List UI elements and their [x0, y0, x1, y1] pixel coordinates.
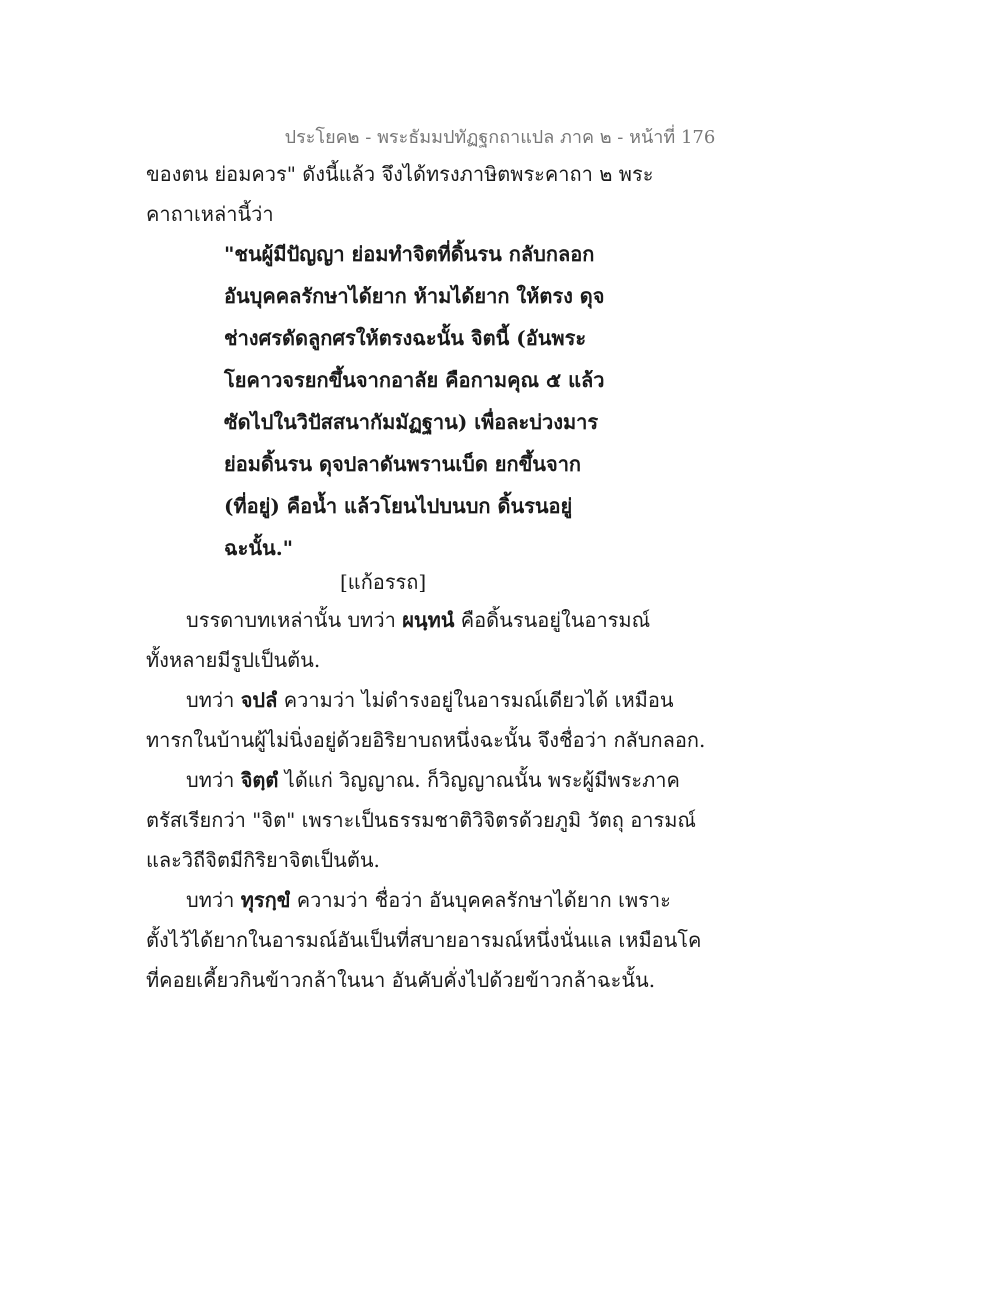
p3-post: ได้แก่ วิญญาณ. ก็วิญญาณนั้น พระผู้มีพระภาค: [278, 768, 680, 792]
p4-post: ความว่า ชื่อว่า อันบุคคลรักษาได้ยาก เพราะ: [290, 888, 671, 912]
paragraph-2-line-2: ทารกในบ้านผู้ไม่นิ่งอยู่ด้วยอิริยาบถหนึ่งฉะนั้น จึงชื่อว่า กลับกลอก.: [146, 728, 706, 752]
section-title: [แก้อรรถ]: [340, 570, 427, 594]
intro-line-1: ของตน ย่อมควร" ดังนี้แล้ว จึงได้ทรงภาษิตพระคาถา ๒ พระ: [146, 162, 654, 186]
paragraph-1-line-1: [186, 606, 650, 634]
paragraph-4-line-1: [186, 886, 671, 914]
verse-line-5: ซัดไปในวิปัสสนากัมมัฏฐาน) เพื่อละบ่วงมาร: [224, 410, 599, 434]
p2-post: ความว่า ไม่ดำรงอยู่ในอารมณ์เดียวได้ เหมือน: [277, 688, 674, 712]
intro-line-2: คาถาเหล่านี้ว่า: [146, 202, 274, 226]
verse-line-2: อันบุคคลรักษาได้ยาก ห้ามได้ยาก ให้ตรง ดุจ: [224, 284, 605, 308]
page-header: ประโยค๒ - พระธัมมปทัฏฐกถาแปล ภาค ๒ - หน้าที่ 176: [284, 127, 716, 148]
paragraph-3-line-2: ตรัสเรียกว่า "จิต" เพราะเป็นธรรมชาติวิจิตรด้วยภูมิ วัตถุ อารมณ์: [146, 808, 696, 832]
paragraph-1-line-2: ทั้งหลายมีรูปเป็นต้น.: [146, 648, 321, 672]
p1-post: คือดิ้นรนอยู่ในอารมณ์: [454, 608, 651, 632]
p1-pre: บรรดาบทเหล่านั้น บทว่า: [186, 608, 403, 632]
paragraph-4-line-2: ตั้งไว้ได้ยากในอารมณ์อันเป็นที่สบายอารมณ์หนึ่งนั่นแล เหมือนโค: [146, 928, 702, 952]
paragraph-2-line-1: [186, 686, 674, 714]
verse-line-4: โยคาวจรยกขึ้นจากอาลัย คือกามคุณ ๕ แล้ว: [224, 368, 605, 392]
p2-pre: บทว่า: [186, 688, 241, 712]
paragraph-4-line-3: ที่คอยเคี้ยวกินข้าวกล้าในนา อันคับคั่งไปด้วยข้าวกล้าฉะนั้น.: [146, 968, 656, 992]
verse-line-7: (ที่อยู่) คือน้ำ แล้วโยนไปบนบก ดิ้นรนอยู่: [224, 494, 573, 518]
verse-line-6: ย่อมดิ้นรน ดุจปลาดันพรานเบ็ด ยกขึ้นจาก: [224, 452, 582, 476]
paragraph-3-line-3: และวิถีจิตมีกิริยาจิตเป็นต้น.: [146, 848, 380, 872]
p3-term: จิตฺตํ: [240, 768, 279, 792]
p2-term: จปลํ: [240, 688, 278, 712]
p3-pre: บทว่า: [186, 768, 241, 792]
verse-line-3: ช่างศรดัดลูกศรให้ตรงฉะนั้น จิตนี้ (อันพระ: [224, 326, 587, 350]
p1-term: ผนฺทนํ: [402, 608, 455, 632]
p4-pre: บทว่า: [186, 888, 241, 912]
paragraph-3-line-1: [186, 766, 680, 794]
p4-term: ทุรกฺขํ: [240, 888, 291, 912]
verse-line-8: ฉะนั้น.": [224, 536, 294, 560]
verse-line-1: "ชนผู้มีปัญญา ย่อมทำจิตที่ดิ้นรน กลับกลอก: [224, 242, 595, 266]
